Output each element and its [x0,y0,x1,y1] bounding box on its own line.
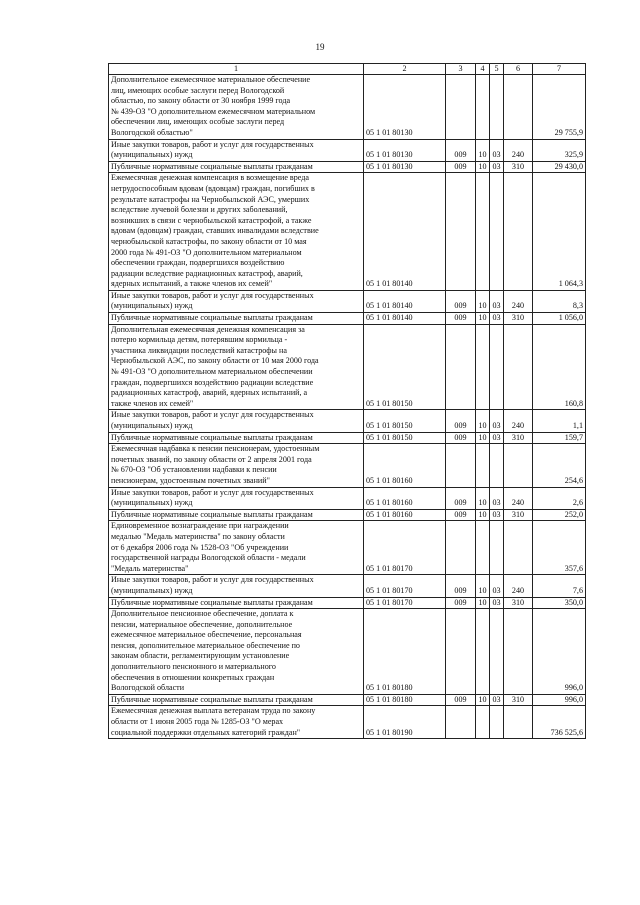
subsection-code: 03 [490,410,504,432]
row-description: Иные закупки товаров, работ и услуг для государственных (муниципальных) нужд [109,290,364,312]
target-article-code: 05 1 01 80160 [364,444,446,487]
section-code [476,444,490,487]
table-row [109,597,586,609]
amount: 2,6 [533,487,586,509]
administrator-code: 009 [446,487,476,509]
section-code: 10 [476,410,490,432]
administrator-code: 009 [446,694,476,706]
administrator-code: 009 [446,290,476,312]
target-article-code: 05 1 01 80140 [364,173,446,291]
administrator-code [446,75,476,140]
section-code: 10 [476,575,490,597]
administrator-code [446,444,476,487]
subsection-code: 03 [490,290,504,312]
target-article-code: 05 1 01 80160 [364,487,446,509]
row-description: Иные закупки товаров, работ и услуг для государственных (муниципальных) нужд [109,410,364,432]
section-code: 10 [476,313,490,325]
section-code [476,75,490,140]
row-description: Иные закупки товаров, работ и услуг для государственных (муниципальных) нужд [109,575,364,597]
column-header: 1 [109,64,364,75]
target-article-code: 05 1 01 80130 [364,161,446,173]
administrator-code: 009 [446,509,476,521]
target-article-code: 05 1 01 80180 [364,609,446,695]
row-description: Ежемесячная денежная компенсация в возмещение вреда нетрудоспособным вдовам (вдовцам) граждан, погибших в результате катастрофы на Чернобыльской АЭС, умерших вследствие лучевой болезни и других заболеваний, возникших в связи с чернобыльской катастрофой, а также вдовам (вдовцам) граждан, ставших инвалидами вследствие чернобыльской катастрофы, по закону области от 10 мая 2000 года № 491-ОЗ "О дополнительном материальном обеспечении граждан, подвергшихся воздействию радиации вследствие радиационных катастроф, аварий, ядерных испытаний, а также членов их семей" [109,173,364,291]
subsection-code: 03 [490,487,504,509]
table-row [109,521,586,575]
section-code: 10 [476,432,490,444]
amount: 29 430,0 [533,161,586,173]
target-article-code: 05 1 01 80130 [364,75,446,140]
administrator-code: 009 [446,575,476,597]
row-description: Публичные нормативные социальные выплаты гражданам [109,694,364,706]
target-article-code: 05 1 01 80190 [364,706,446,739]
administrator-code: 009 [446,139,476,161]
row-description: Дополнительная ежемесячная денежная компенсация за потерю кормильца детям, потерявшим кормильца - участника ликвидации последствий катастрофы на Чернобыльской АЭС, по закону области от 10 мая 2000 года № 491-ОЗ "О дополнительном материальном обеспечении граждан, подвергшихся воздействию радиации вследствие радиационных катастроф, аварий, ядерных испытаний, а также членов их семей" [109,324,364,410]
amount: 1,1 [533,410,586,432]
column-header: 5 [490,64,504,75]
column-header: 3 [446,64,476,75]
section-code: 10 [476,139,490,161]
amount: 350,0 [533,597,586,609]
subsection-code [490,75,504,140]
amount: 254,6 [533,444,586,487]
expense-type-code: 310 [504,509,533,521]
amount: 7,6 [533,575,586,597]
target-article-code: 05 1 01 80150 [364,324,446,410]
row-description: Дополнительное пенсионное обеспечение, доплата к пенсии, материальное обеспечение, дополнительное ежемесячное материальное обеспечение, персональная пенсия, дополнительное материальное обеспечение по законам области, регламентирующим установление дополнительного пенсионного и материального обеспечения в отношении конкретных граждан Вологодской области [109,609,364,695]
amount: 1 056,0 [533,313,586,325]
expense-type-code: 310 [504,597,533,609]
section-code: 10 [476,509,490,521]
subsection-code: 03 [490,161,504,173]
administrator-code [446,706,476,739]
subsection-code: 03 [490,575,504,597]
row-description: Публичные нормативные социальные выплаты гражданам [109,161,364,173]
subsection-code [490,324,504,410]
column-header: 4 [476,64,490,75]
amount: 252,0 [533,509,586,521]
administrator-code: 009 [446,161,476,173]
subsection-code [490,173,504,291]
column-header: 7 [533,64,586,75]
expense-type-code [504,173,533,291]
section-code [476,609,490,695]
subsection-code [490,521,504,575]
administrator-code: 009 [446,597,476,609]
expense-type-code: 240 [504,410,533,432]
section-code [476,324,490,410]
table-row [109,290,586,312]
expense-type-code: 240 [504,487,533,509]
section-code: 10 [476,597,490,609]
section-code [476,173,490,291]
section-code [476,706,490,739]
table-row [109,706,586,739]
expense-type-code [504,609,533,695]
table-row [109,509,586,521]
administrator-code: 009 [446,313,476,325]
expense-type-code: 310 [504,432,533,444]
table-row [109,75,586,140]
section-code: 10 [476,487,490,509]
row-description: Ежемесячная надбавка к пенсии пенсионерам, удостоенным почетных званий, по закону области от 2 апреля 2001 года № 670-ОЗ "Об установлении надбавки к пенсии пенсионерам, удостоенным почетных званий" [109,444,364,487]
target-article-code: 05 1 01 80170 [364,521,446,575]
section-code [476,521,490,575]
expense-type-code: 240 [504,290,533,312]
expense-type-code [504,444,533,487]
subsection-code: 03 [490,509,504,521]
table-row [109,444,586,487]
table-row [109,139,586,161]
table-body [109,75,586,739]
expense-type-code [504,324,533,410]
row-description: Иные закупки товаров, работ и услуг для государственных (муниципальных) нужд [109,139,364,161]
expense-type-code [504,75,533,140]
table-row [109,410,586,432]
expense-type-code [504,706,533,739]
expense-type-code: 240 [504,139,533,161]
row-description: Публичные нормативные социальные выплаты гражданам [109,509,364,521]
subsection-code: 03 [490,694,504,706]
expense-type-code [504,521,533,575]
row-description: Ежемесячная денежная выплата ветеранам труда по закону области от 1 июня 2005 года № 1285-ОЗ "О мерах социальной поддержки отдельных категорий граждан" [109,706,364,739]
amount: 325,9 [533,139,586,161]
target-article-code: 05 1 01 80180 [364,694,446,706]
table-row [109,313,586,325]
amount: 160,8 [533,324,586,410]
amount: 29 755,9 [533,75,586,140]
subsection-code: 03 [490,432,504,444]
row-description: Дополнительное ежемесячное материальное обеспечение лиц, имеющих особые заслуги перед Вологодской областью, по закону области от 30 ноября 1999 года № 439-ОЗ "О дополнительном ежемесячном материальном обеспечении лиц, имеющих особые заслуги перед Вологодской областью" [109,75,364,140]
row-description: Иные закупки товаров, работ и услуг для государственных (муниципальных) нужд [109,487,364,509]
budget-table [108,63,586,739]
row-description: Публичные нормативные социальные выплаты гражданам [109,432,364,444]
column-header: 2 [364,64,446,75]
header-row [109,64,586,75]
subsection-code: 03 [490,597,504,609]
amount: 736 525,6 [533,706,586,739]
table-row [109,173,586,291]
amount: 8,3 [533,290,586,312]
column-header: 6 [504,64,533,75]
table-row [109,324,586,410]
target-article-code: 05 1 01 80130 [364,139,446,161]
row-description: Публичные нормативные социальные выплаты гражданам [109,597,364,609]
table-row [109,609,586,695]
administrator-code [446,173,476,291]
administrator-code [446,609,476,695]
subsection-code: 03 [490,313,504,325]
table-row [109,575,586,597]
expense-type-code: 310 [504,694,533,706]
section-code: 10 [476,161,490,173]
subsection-code [490,609,504,695]
table-row [109,432,586,444]
amount: 357,6 [533,521,586,575]
section-code: 10 [476,694,490,706]
target-article-code: 05 1 01 80160 [364,509,446,521]
amount: 1 064,3 [533,173,586,291]
target-article-code: 05 1 01 80170 [364,597,446,609]
subsection-code [490,706,504,739]
administrator-code: 009 [446,432,476,444]
table-row [109,161,586,173]
expense-type-code: 240 [504,575,533,597]
page-number: 19 [315,42,325,52]
target-article-code: 05 1 01 80170 [364,575,446,597]
row-description: Публичные нормативные социальные выплаты гражданам [109,313,364,325]
table-row [109,694,586,706]
section-code: 10 [476,290,490,312]
target-article-code: 05 1 01 80140 [364,290,446,312]
table-row [109,487,586,509]
target-article-code: 05 1 01 80150 [364,432,446,444]
expense-type-code: 310 [504,313,533,325]
expense-type-code: 310 [504,161,533,173]
subsection-code: 03 [490,139,504,161]
target-article-code: 05 1 01 80150 [364,410,446,432]
target-article-code: 05 1 01 80140 [364,313,446,325]
amount: 159,7 [533,432,586,444]
administrator-code [446,521,476,575]
amount: 996,0 [533,694,586,706]
administrator-code [446,324,476,410]
amount: 996,0 [533,609,586,695]
subsection-code [490,444,504,487]
administrator-code: 009 [446,410,476,432]
row-description: Единовременное вознаграждение при награждении медалью "Медаль материнства" по закону области от 6 декабря 2006 года № 1528-ОЗ "Об учреждении государственной награды Вологодской области - медали "Медаль материнства" [109,521,364,575]
